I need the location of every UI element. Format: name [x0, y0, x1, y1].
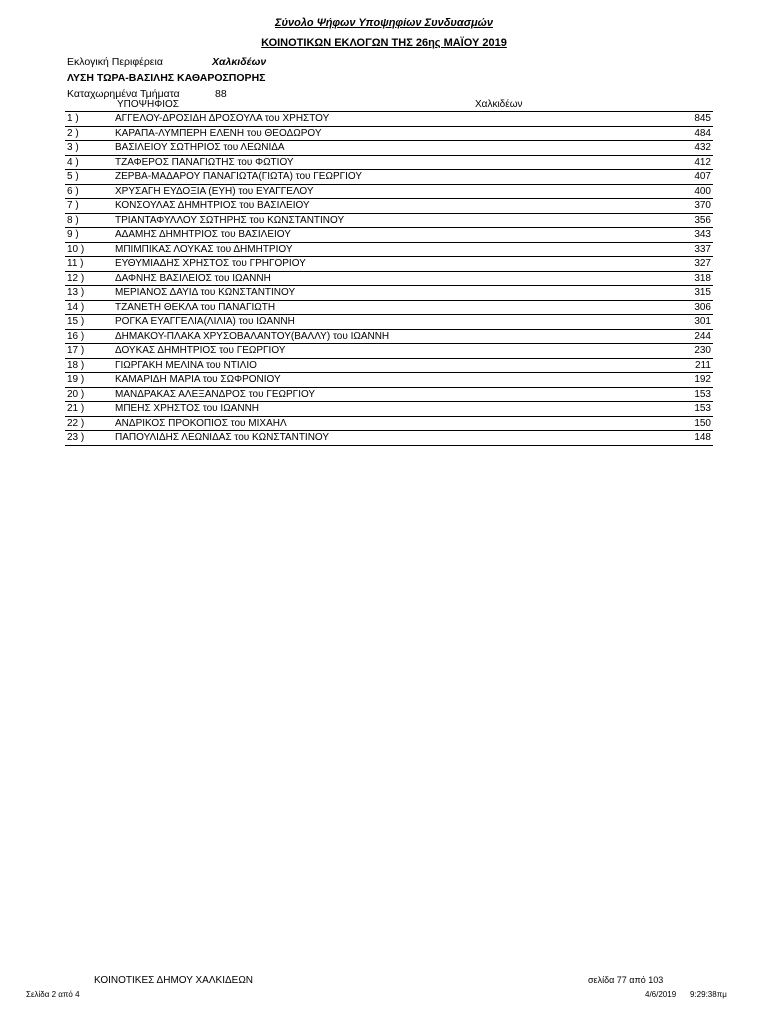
candidate-name: ΧΡΥΣΑΓΗ ΕΥΔΟΞΙΑ (ΕΥΗ) του ΕΥΑΓΓΕΛΟΥ	[115, 185, 314, 197]
vote-count: 153	[694, 403, 711, 414]
candidate-name: ΖΕΡΒΑ-ΜΑΔΑΡΟΥ ΠΑΝΑΓΙΩΤΑ(ΓΙΩΤΑ) του ΓΕΩΡΓΙΟΥ	[115, 171, 363, 182]
table-header	[65, 100, 713, 112]
row-index: 15 )	[67, 316, 85, 327]
table-row	[65, 402, 713, 417]
table-row	[65, 272, 713, 287]
row-index: 17 )	[67, 345, 85, 356]
candidate-name: ΡΟΓΚΑ ΕΥΑΓΓΕΛΙΑ(ΛΙΛΙΑ) του ΙΩΑΝΝΗ	[115, 316, 295, 327]
table-row	[65, 359, 713, 374]
vote-count: 306	[694, 301, 711, 313]
vote-count: 318	[694, 272, 711, 284]
footer-time: 9:29:38πμ	[690, 990, 727, 999]
row-index: 16 )	[67, 330, 85, 342]
row-index: 7 )	[67, 200, 79, 211]
table-row	[65, 185, 713, 200]
candidate-name: ΜΠΕΗΣ ΧΡΗΣΤΟΣ του ΙΩΑΝΝΗ	[115, 403, 260, 414]
vote-count: 192	[694, 374, 711, 385]
table-row	[65, 228, 713, 243]
candidate-name: ΤΖΑΦΕΡΟΣ ΠΑΝΑΓΙΩΤΗΣ του ΦΩΤΙΟΥ	[115, 156, 294, 168]
column-header-region: Χαλκιδέων	[475, 99, 523, 110]
row-index: 6 )	[67, 185, 79, 197]
vote-count: 407	[694, 171, 711, 182]
vote-count: 153	[694, 388, 711, 400]
vote-count: 337	[694, 243, 711, 255]
sections-label: Καταχωρημένα Τμήματα	[67, 88, 180, 100]
candidate-name: ΑΓΓΕΛΟΥ-ΔΡΟΣΙΔΗ ΔΡΟΣΟΥΛΑ του ΧΡΗΣΤΟΥ	[115, 113, 330, 124]
vote-count: 315	[694, 287, 711, 298]
vote-count: 148	[694, 432, 711, 443]
table-row	[65, 315, 713, 330]
vote-count: 343	[694, 229, 711, 240]
table-row	[65, 112, 713, 127]
vote-count: 845	[694, 113, 711, 124]
vote-count: 356	[694, 214, 711, 226]
candidate-name: ΚΑΜΑΡΙΔΗ ΜΑΡΙΑ του ΣΩΦΡΟΝΙΟΥ	[115, 374, 281, 385]
row-index: 4 )	[67, 156, 79, 168]
vote-count: 400	[694, 185, 711, 197]
row-index: 13 )	[67, 287, 85, 298]
candidate-name: ΜΠΙΜΠΙΚΑΣ ΛΟΥΚΑΣ του ΔΗΜΗΤΡΙΟΥ	[115, 243, 293, 255]
candidate-name: ΤΖΑΝΕΤΗ ΘΕΚΛΑ του ΠΑΝΑΓΙΩΤΗ	[115, 301, 276, 313]
row-index: 18 )	[67, 359, 85, 371]
results-table	[65, 100, 713, 446]
column-header-candidate: ΥΠΟΨΗΦΙΟΣ	[117, 99, 179, 110]
row-index: 5 )	[67, 171, 79, 182]
table-row	[65, 286, 713, 301]
report-title: Σύνολο Ψήφων Υποψηφίων Συνδυασμών	[275, 17, 493, 29]
party-name: ΛΥΣΗ ΤΩΡΑ-ΒΑΣΙΛΗΣ ΚΑΘΑΡΟΣΠΟΡΗΣ	[67, 72, 266, 84]
sections-value: 88	[215, 88, 227, 100]
candidate-name: ΑΝΔΡΙΚΟΣ ΠΡΟΚΟΠΙΟΣ του ΜΙΧΑΗΛ	[115, 417, 287, 429]
table-row	[65, 243, 713, 258]
table-row	[65, 431, 713, 446]
vote-count: 150	[694, 417, 711, 429]
table-body	[65, 112, 713, 446]
vote-count: 370	[694, 200, 711, 211]
table-row	[65, 373, 713, 388]
region-value: Χαλκιδέων	[212, 56, 267, 68]
vote-count: 432	[694, 142, 711, 153]
candidate-name: ΓΙΩΡΓΑΚΗ ΜΕΛΙΝΑ του ΝΤΙΛΙΟ	[115, 359, 257, 371]
row-index: 12 )	[67, 272, 85, 284]
table-row	[65, 170, 713, 185]
candidate-name: ΑΔΑΜΗΣ ΔΗΜΗΤΡΙΟΣ του ΒΑΣΙΛΕΙΟΥ	[115, 229, 291, 240]
row-index: 20 )	[67, 388, 85, 400]
row-index: 11 )	[67, 258, 84, 269]
footer-municipality: ΚΟΙΝΟΤΙΚΕΣ ΔΗΜΟΥ ΧΑΛΚΙΔΕΩΝ	[94, 975, 254, 986]
footer-page-of-total: σελίδα 77 από 103	[588, 975, 664, 985]
table-row	[65, 344, 713, 359]
candidate-name: ΜΕΡΙΑΝΟΣ ΔΑΥΙΔ του ΚΩΝΣΤΑΝΤΙΝΟΥ	[115, 287, 296, 298]
table-row	[65, 214, 713, 229]
candidate-name: ΔΟΥΚΑΣ ΔΗΜΗΤΡΙΟΣ του ΓΕΩΡΓΙΟΥ	[115, 345, 286, 356]
footer-date: 4/6/2019	[645, 990, 677, 999]
table-row	[65, 301, 713, 316]
table-row	[65, 141, 713, 156]
table-row	[65, 330, 713, 345]
candidate-name: ΚΟΝΣΟΥΛΑΣ ΔΗΜΗΤΡΙΟΣ του ΒΑΣΙΛΕΙΟΥ	[115, 200, 310, 211]
row-index: 8 )	[67, 214, 79, 226]
vote-count: 230	[694, 345, 711, 356]
candidate-name: ΔΑΦΝΗΣ ΒΑΣΙΛΕΙΟΣ του ΙΩΑΝΝΗ	[115, 272, 271, 284]
table-row	[65, 127, 713, 142]
candidate-name: ΔΗΜΑΚΟΥ-ΠΛΑΚΑ ΧΡΥΣΟΒΑΛΑΝΤΟΥ(ΒΑΛΛΥ) του ΙΩΑΝΝΗ	[115, 330, 390, 342]
report-subtitle: ΚΟΙΝΟΤΙΚΩΝ ΕΚΛΟΓΩΝ ΤΗΣ 26ης ΜΑΪΟΥ 2019	[261, 37, 507, 49]
row-index: 23 )	[67, 432, 85, 443]
vote-count: 327	[694, 258, 711, 269]
row-index: 19 )	[67, 374, 85, 385]
vote-count: 412	[694, 156, 711, 168]
region-label: Εκλογική Περιφέρεια	[67, 56, 163, 68]
table-row	[65, 417, 713, 432]
vote-count: 244	[694, 330, 711, 342]
row-index: 2 )	[67, 127, 79, 139]
table-row	[65, 199, 713, 214]
vote-count: 301	[694, 316, 711, 327]
candidate-name: ΠΑΠΟΥΛΙΔΗΣ ΛΕΩΝΙΔΑΣ του ΚΩΝΣΤΑΝΤΙΝΟΥ	[115, 432, 330, 443]
candidate-name: ΒΑΣΙΛΕΙΟΥ ΣΩΤΗΡΙΟΣ του ΛΕΩΝΙΔΑ	[115, 142, 285, 153]
vote-count: 211	[695, 359, 711, 371]
vote-count: 484	[694, 127, 711, 139]
candidate-name: ΤΡΙΑΝΤΑΦΥΛΛΟΥ ΣΩΤΗΡΗΣ του ΚΩΝΣΤΑΝΤΙΝΟΥ	[115, 214, 345, 226]
table-row	[65, 388, 713, 403]
table-row	[65, 257, 713, 272]
row-index: 22 )	[67, 417, 85, 429]
footer-page-number: Σελίδα 2 από 4	[26, 990, 80, 999]
row-index: 14 )	[67, 301, 85, 313]
candidate-name: ΜΑΝΔΡΑΚΑΣ ΑΛΕΞΑΝΔΡΟΣ του ΓΕΩΡΓΙΟΥ	[115, 388, 316, 400]
row-index: 3 )	[67, 142, 79, 153]
row-index: 21 )	[67, 403, 85, 414]
row-index: 9 )	[67, 229, 79, 240]
table-row	[65, 156, 713, 171]
row-index: 1 )	[67, 113, 79, 124]
candidate-name: ΚΑΡΑΠΑ-ΛΥΜΠΕΡΗ ΕΛΕΝΗ του ΘΕΟΔΩΡΟΥ	[115, 127, 322, 139]
row-index: 10 )	[67, 243, 85, 255]
candidate-name: ΕΥΘΥΜΙΑΔΗΣ ΧΡΗΣΤΟΣ του ΓΡΗΓΟΡΙΟΥ	[115, 258, 306, 269]
